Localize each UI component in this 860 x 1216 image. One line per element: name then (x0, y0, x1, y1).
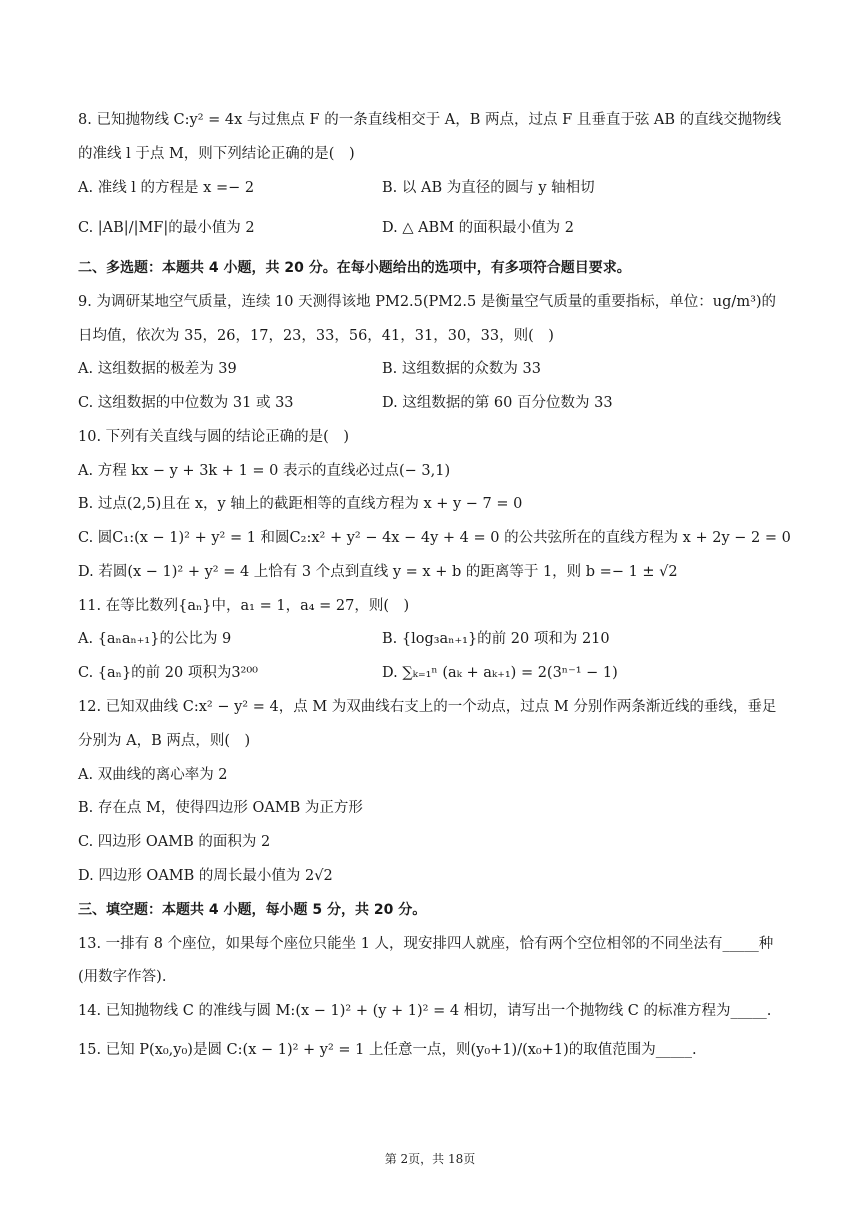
q8-option-d: D. △ ABM 的面积最小值为 2 (382, 220, 575, 236)
q12-stem-line2: 分别为 A，B 两点，则( ) (78, 733, 251, 749)
section-2-heading: 二、多选题：本题共 4 小题，共 20 分。在每小题给出的选项中，有多项符合题目要求。 (78, 260, 631, 276)
q12-stem-line1: 12. 已知双曲线 C:x² − y² = 4，点 M 为双曲线右支上的一个动点，过点 M 分别作两条渐近线的垂线，垂足 (78, 699, 777, 715)
q12-option-c: C. 四边形 OAMB 的面积为 2 (78, 834, 271, 850)
q9-stem-line2: 日均值，依次为 35，26，17，23，33，56，41，31，30，33，则( ) (78, 328, 554, 344)
q9-option-b: B. 这组数据的众数为 33 (382, 361, 541, 377)
q8-option-a: A. 准线 l 的方程是 x =− 2 (78, 180, 255, 196)
q11-stem: 11. 在等比数列{aₙ}中，a₁ = 1，a₄ = 27，则( ) (78, 598, 410, 614)
q8-option-c: C. |AB|/|MF|的最小值为 2 (78, 220, 255, 236)
q13-stem-line1: 13. 一排有 8 个座位，如果每个座位只能坐 1 人，现安排四人就座，恰有两个空位相邻的不同坐法有_____种 (78, 936, 774, 952)
q9-stem-line1: 9. 为调研某地空气质量，连续 10 天测得该地 PM2.5(PM2.5 是衡量空气质量的重要指标，单位：ug/m³)的 (78, 294, 777, 310)
q12-option-d: D. 四边形 OAMB 的周长最小值为 2√2 (78, 868, 333, 884)
q14-stem: 14. 已知抛物线 C 的准线与圆 M:(x − 1)² + (y + 1)² = 4 相切，请写出一个抛物线 C 的标准方程为_____. (78, 1003, 772, 1019)
q9-option-d: D. 这组数据的第 60 百分位数为 33 (382, 395, 613, 411)
q8-stem-line2: 的准线 l 于点 M，则下列结论正确的是( ) (78, 146, 355, 162)
q12-option-b: B. 存在点 M，使得四边形 OAMB 为正方形 (78, 800, 363, 816)
q13-stem-line2: (用数字作答). (78, 969, 167, 985)
q11-option-b: B. {log₃aₙ₊₁}的前 20 项和为 210 (382, 631, 610, 647)
q10-option-d: D. 若圆(x − 1)² + y² = 4 上恰有 3 个点到直线 y = x + b 的距离等于 1，则 b =− 1 ± √2 (78, 564, 678, 580)
q12-option-a: A. 双曲线的离心率为 2 (78, 767, 228, 783)
q10-stem: 10. 下列有关直线与圆的结论正确的是( ) (78, 429, 349, 445)
q10-option-b: B. 过点(2,5)且在 x，y 轴上的截距相等的直线方程为 x + y − 7 = 0 (78, 496, 523, 512)
section-3-heading: 三、填空题：本题共 4 小题，每小题 5 分，共 20 分。 (78, 902, 427, 918)
q9-option-a: A. 这组数据的极差为 39 (78, 361, 237, 377)
q10-option-a: A. 方程 kx − y + 3k + 1 = 0 表示的直线必过点(− 3,1) (78, 463, 451, 479)
q15-stem: 15. 已知 P(x₀,y₀)是圆 C:(x − 1)² + y² = 1 上任意一点，则(y₀+1)/(x₀+1)的取值范围为_____. (78, 1042, 697, 1058)
q11-option-d: D. ∑ₖ₌₁ⁿ (aₖ + aₖ₊₁) = 2(3ⁿ⁻¹ − 1) (382, 665, 618, 681)
q9-option-c: C. 这组数据的中位数为 31 或 33 (78, 395, 294, 411)
q11-option-c: C. {aₙ}的前 20 项积为3²⁰⁰ (78, 665, 258, 681)
page-footer: 第 2页，共 18页 (384, 1152, 476, 1166)
q11-option-a: A. {aₙaₙ₊₁}的公比为 9 (78, 631, 232, 647)
q8-stem-line1: 8. 已知抛物线 C:y² = 4x 与过焦点 F 的一条直线相交于 A，B 两点，过点 F 且垂直于弦 AB 的直线交抛物线 (78, 112, 782, 128)
q10-option-c: C. 圆C₁:(x − 1)² + y² = 1 和圆C₂:x² + y² − 4x − 4y + 4 = 0 的公共弦所在的直线方程为 x + 2y − 2 = 0 (78, 530, 791, 546)
q8-option-b: B. 以 AB 为直径的圆与 y 轴相切 (382, 180, 595, 196)
